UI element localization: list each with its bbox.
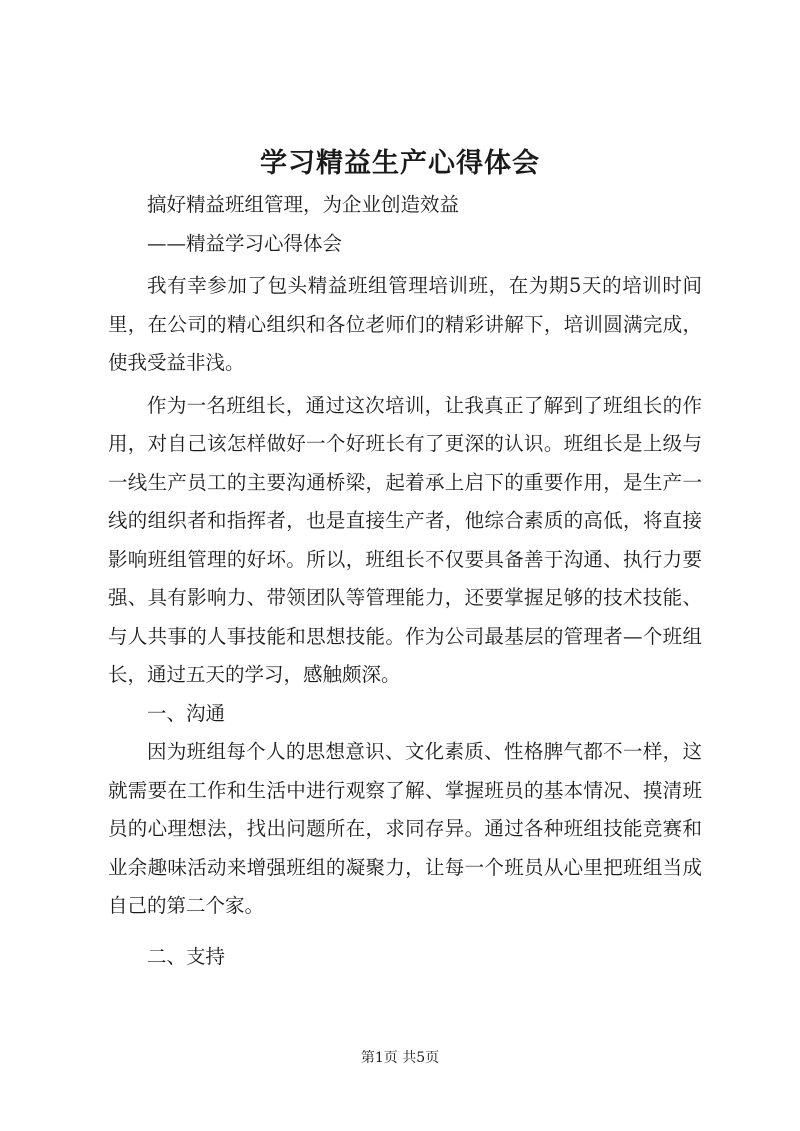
- page-footer: 第1页 共5页: [360, 1050, 440, 1066]
- document-body: [108, 186, 702, 976]
- section-heading-communication: 一、沟通: [147, 701, 226, 725]
- paragraph-role: 作为一名班组长，通过这次培训，让我真正了解到了班组长的作用，对自己该怎样做好一个好班长有了更深的认识。班组长是上级与一线生产员工的主要沟通桥梁，起着承上启下的重要作用，是生产一线的组织者和指挥者，也是直接生产者，他综合素质的高低，将直接影响班组管理的好坏。所以，班组长不仅要具备善于沟通、执行力要强、具有影响力、带领团队等管理能力，还要掌握足够的技术技能、与人共事的人事技能和思想技能。作为公司最基层的管理者—个班组长，通过五天的学习，感触颇深。: [108, 393, 702, 686]
- paragraph-communication: 因为班组每个人的思想意识、文化素质、性格脾气都不一样，这就需要在工作和生活中进行观察了解、掌握班员的基本情况、摸清班员的心理想法，找出问题所在，求同存异。通过各种班组技能竞赛和业余趣味活动来增强班组的凝聚力，让每一个班员从心里把班组当成自己的第二个家。: [108, 740, 702, 917]
- page-title: 学习精益生产心得体会: [260, 148, 540, 179]
- section-heading-support: 二、支持: [147, 944, 226, 968]
- subtitle-line: 搞好精益班组管理，为企业创造效益: [147, 193, 460, 216]
- byline: ——精益学习心得体会: [147, 231, 343, 255]
- paragraph-intro: 我有幸参加了包头精益班组管理培训班，在为期5天的培训时间里，在公司的精心组织和各位老师们的精彩讲解下，培训圆满完成，使我受益非浅。: [108, 274, 702, 374]
